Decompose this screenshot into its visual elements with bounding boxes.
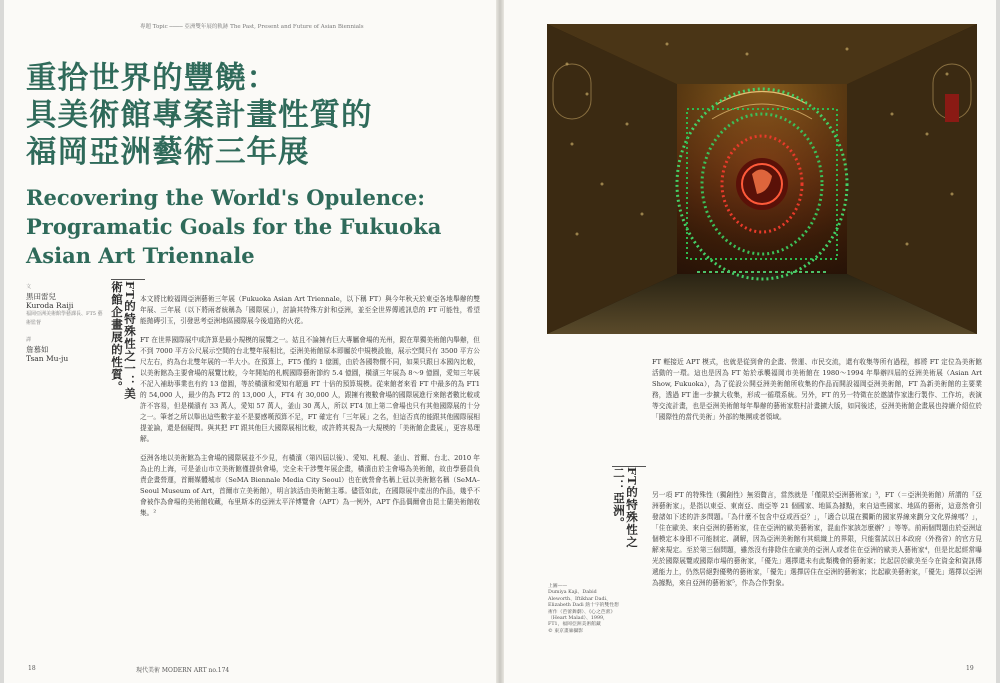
paragraph: FT 輕接近 APT 模式，也就是從到會的企畫、營運、市民交流，還有收集等所有過程，都將 FT 定位為美術館活動的一環。這也是因為 FT 始於承襲福岡市美術館在 1980～1994 年舉辦四屆的亞洲美術展（Asian Art Show, Fukuoka），為了從設公開亞洲美術館所收集的作品而開設福岡亞洲美術館，FT 為新美術館的主要業務，透過 FT 進一步擴大收集，形成一循環系統。另外，FT 的另一特徵在於邀請作家進行製作、工作坊，表演等交流計畫，也是亞洲美術館每年舉辦的藝術家駐村計畫擴大版，如同後述，亞洲美術館企畫展也持續介紹位於「國際性的當代美術」外部的集團或者領域。	[652, 358, 982, 421]
author-description: 福岡亞洲美術館學藝課長、FT5 藝術監督	[26, 311, 103, 326]
author-name-cn: 黒田雷兒	[26, 292, 56, 301]
translator-label: 譯	[26, 337, 32, 343]
section-rule	[111, 279, 145, 280]
magazine-footer: 現代美術 MODERN ART no.174	[136, 667, 230, 674]
translator-name-cn: 詹慕如	[26, 345, 49, 354]
paragraph: 亞洲各地以美術館為主會場的國際展並不少見，有橫濱（第四屆以後）、愛知、札幌、釜山、首爾、台北、2010 年為止的上海，可是釜山市立美術館僅提供會場，完全未干涉雙年展企畫，橫濱由於主會場為美術館，故由學藝員負責企畫營運，首爾媒體城市（SeMA Biennale Media City Seoul）也在就營會名稱上冠以美術館名稱（SeMA–Seoul Museum of Art，首爾市立美術館），明言該活由美術館主導。儘管如此，在國際展中產出的作品，幾乎不會被作為會場的美術館收藏，布里斯本的亞洲太平洋博覽會（APT）為一例外，APT 作品偶爾會由昆士蘭美術館收集。²	[140, 454, 480, 517]
title-line: 福岡亞洲藝術三年展	[26, 134, 310, 170]
page-number-left: 18	[28, 665, 36, 672]
paragraph: FT 在世界國際展中或許算是最小規模的展覽之一。姑且不論擁有巨大專屬會場的光州，跟在單獨美術館內舉辦，但不到 7000 平方公尺展示空間的台北雙年展相比，亞洲美術館原本即屬於中規模設施，展示空間只有 3500 平方公尺左右，約為台北雙年展的一半大小。在預算上，FT5 僅約 1 億圓，由於各國物價不同，如果只跟日本國內比較，以美術館為主要會場的展覽比較，今年開始的札幌國際藝術節約 5.4 億圓，橫濱三年展為 8～9 億圓，愛知三年展不記入補助事業也有約 13 億圓，等於橫濱和愛知有超過 FT 十倍的預算規模。從來館者來看 FT 中最多的為 FT1 的 54,000 人，最少的為 FT2 的 13,000 人，FT4 有 30,000 人，跟擁有複數會場的國際展進行來館者數比較或許不容易，但是橫濱有 33 萬人，愛知 57 萬人，釜山 30 萬人，所以 FT4 加上第二會場也只有其他國際展的十分之一。筆者之所以舉出這些數字並不是要感嘆預算不足，FT 確定有「三年展」之名，但這否真的能跟其他國際展相提並論，還是個疑問。與其把 FT 跟其他巨大國際展相比較，或許將其視為一大規模的「美術館企畫展」，更容易理解。	[140, 336, 480, 443]
author-label: 文	[26, 284, 32, 290]
translator-name-en: Tsan Mu-ju	[26, 354, 69, 363]
running-header: 專題 Topic ──── 亞洲雙年展的軌跡 The Past, Present and Future of Asian Biennials	[140, 24, 364, 30]
author-name-en: Kuroda Raiji	[26, 301, 74, 310]
caption-text: Dumiya Kaji、Dabid Aleworth、Iftikhar Dadi、Elizabeth Dadi 熱十字的雙性想術作（芭蕾舞劇）、《心之芭蕾》（Heart Malad）、1999，FT1，福岡亞洲美術館藏	[548, 590, 619, 628]
left-body-text	[140, 294, 480, 527]
title-line: 重拾世界的豐饒：	[26, 60, 278, 96]
page-number-right: 19	[966, 665, 974, 672]
section-heading-1: FT的特殊性之一：美術館企畫展的性質。	[110, 281, 137, 400]
photo-caption	[548, 584, 620, 635]
spread-gutter	[496, 0, 504, 683]
right-body-text-1	[652, 357, 982, 431]
installation-photo	[547, 24, 977, 334]
chinese-title	[26, 60, 466, 171]
paragraph: 本文將比較福岡亞洲藝術三年展（Fukuoka Asian Art Triennale，以下稱 FT）與今年秋天於東亞各地舉辦的雙年展、三年展（以下將兩者統稱為「國際展」），討論其特殊方針和亞洲，並至全世界傳遞訊息的 FT 可能性，希望能拋磚引玉，引發思考亞洲地區國際展今後道路的火花。	[140, 295, 480, 325]
section-heading-2: FT的特殊性之二：亞洲。	[612, 467, 639, 549]
right-body-text-2	[652, 490, 982, 597]
paragraph: 另一項 FT 的特殊性（獨創性）無須贅言，當然就是「僅限於亞洲藝術家」³，FT（＝亞洲美術館）所謂的「亞洲藝術家」，是指以東亞、東南亞、南亞等 21 個國家、地區為據點，來自這些國家、地區的藝術，這意然會引發諸如下述的許多問題。「為什麼不包含中亞或西亞？」，「適合以現在獨斷的國家界線來劃分文化界線嗎？」，「住在歐美、來自亞洲的藝術家，住在亞洲的歐美藝術家，混血作家該怎麼辦？」等等。前兩個問題由於亞洲這個模定本身即不可能制定、調解，因為亞洲美術館有其組織上的界限，只能嘗試以日本政府（外務省）的官方見解來規定。至於第三個問題，雖然沒有排除住在歐美的亞洲人或者住在亞洲的歐美人藝術家⁴，但是比起經常曝光於國際展覽或國際市場的藝術家，「優先」選擇還未有此類機會的藝術家；比起居於歐美至今在資金和資訊傳遞能力上，仍然居絕對優勢的藝術家，「優先」選擇居住在亞洲的藝術家；比起歐美藝術家，「優先」選擇以亞洲為據點，來自亞洲的藝術家⁵，作為合作對象。	[652, 491, 982, 587]
caption-label: 上圖——	[548, 584, 568, 589]
byline	[26, 283, 106, 363]
caption-credit: © 東京畫廊攝影	[548, 628, 584, 634]
installation-artwork	[547, 24, 977, 334]
english-title: Recovering the World's Opulence: Programatic Goals for the Fukuoka Asian Art Triennale	[26, 185, 442, 268]
title-line: 具美術館專案計畫性質的	[26, 97, 373, 133]
